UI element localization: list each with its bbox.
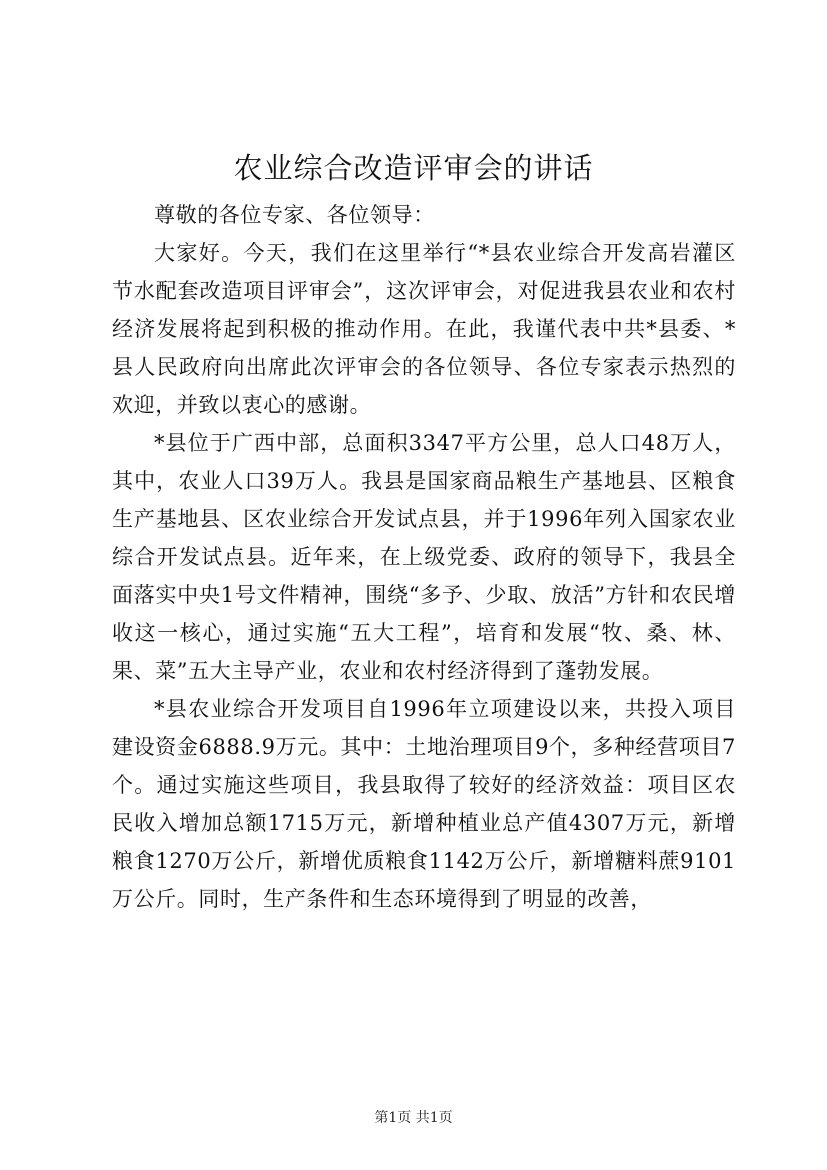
project-results-paragraph: *县农业综合开发项目自1996年立项建设以来，共投入项目建设资金6888.9万元。其中：土地治理项目9个，多种经营项目7个。通过实施这些项目，我县取得了较好的经济效益：项目区农民收入增加总额1715万元，新增种植业总产值4307万元，新增粮食1270万公斤，新增优质粮食1142万公斤，新增糖料蔗9101万公斤。同时，生产条件和生态环境得到了明显的改善，: [112, 697, 736, 911]
salutation-paragraph: 尊敬的各位专家、各位领导：: [154, 203, 435, 227]
page-title: 农业综合改造评审会的讲话: [233, 151, 594, 185]
document-body: [112, 196, 736, 918]
page-footer: 第1页 共1页: [374, 1110, 453, 1126]
greeting-paragraph: 大家好。今天，我们在这里举行“*县农业综合开发高岩灌区节水配套改造项目评审会”，这次评审会，对促进我县农业和农村经济发展将起到积极的推动作用。在此，我谨代表中共*县委、*县人民政府向出席此次评审会的各位领导、各位专家表示热烈的欢迎，并致以衷心的感谢。: [112, 241, 736, 417]
county-overview-paragraph: *县位于广西中部，总面积3347平方公里，总人口48万人，其中，农业人口39万人。我县是国家商品粮生产基地县、区粮食生产基地县、区农业综合开发试点县，并于1996年列入国家农业综合开发试点县。近年来，在上级党委、政府的领导下，我县全面落实中央1号文件精神，围绕“多予、少取、放活”方针和农民增收这一核心，通过实施“五大工程”，培育和发展“牧、桑、林、果、菜”五大主导产业，农业和农村经济得到了蓬勃发展。: [112, 431, 736, 683]
